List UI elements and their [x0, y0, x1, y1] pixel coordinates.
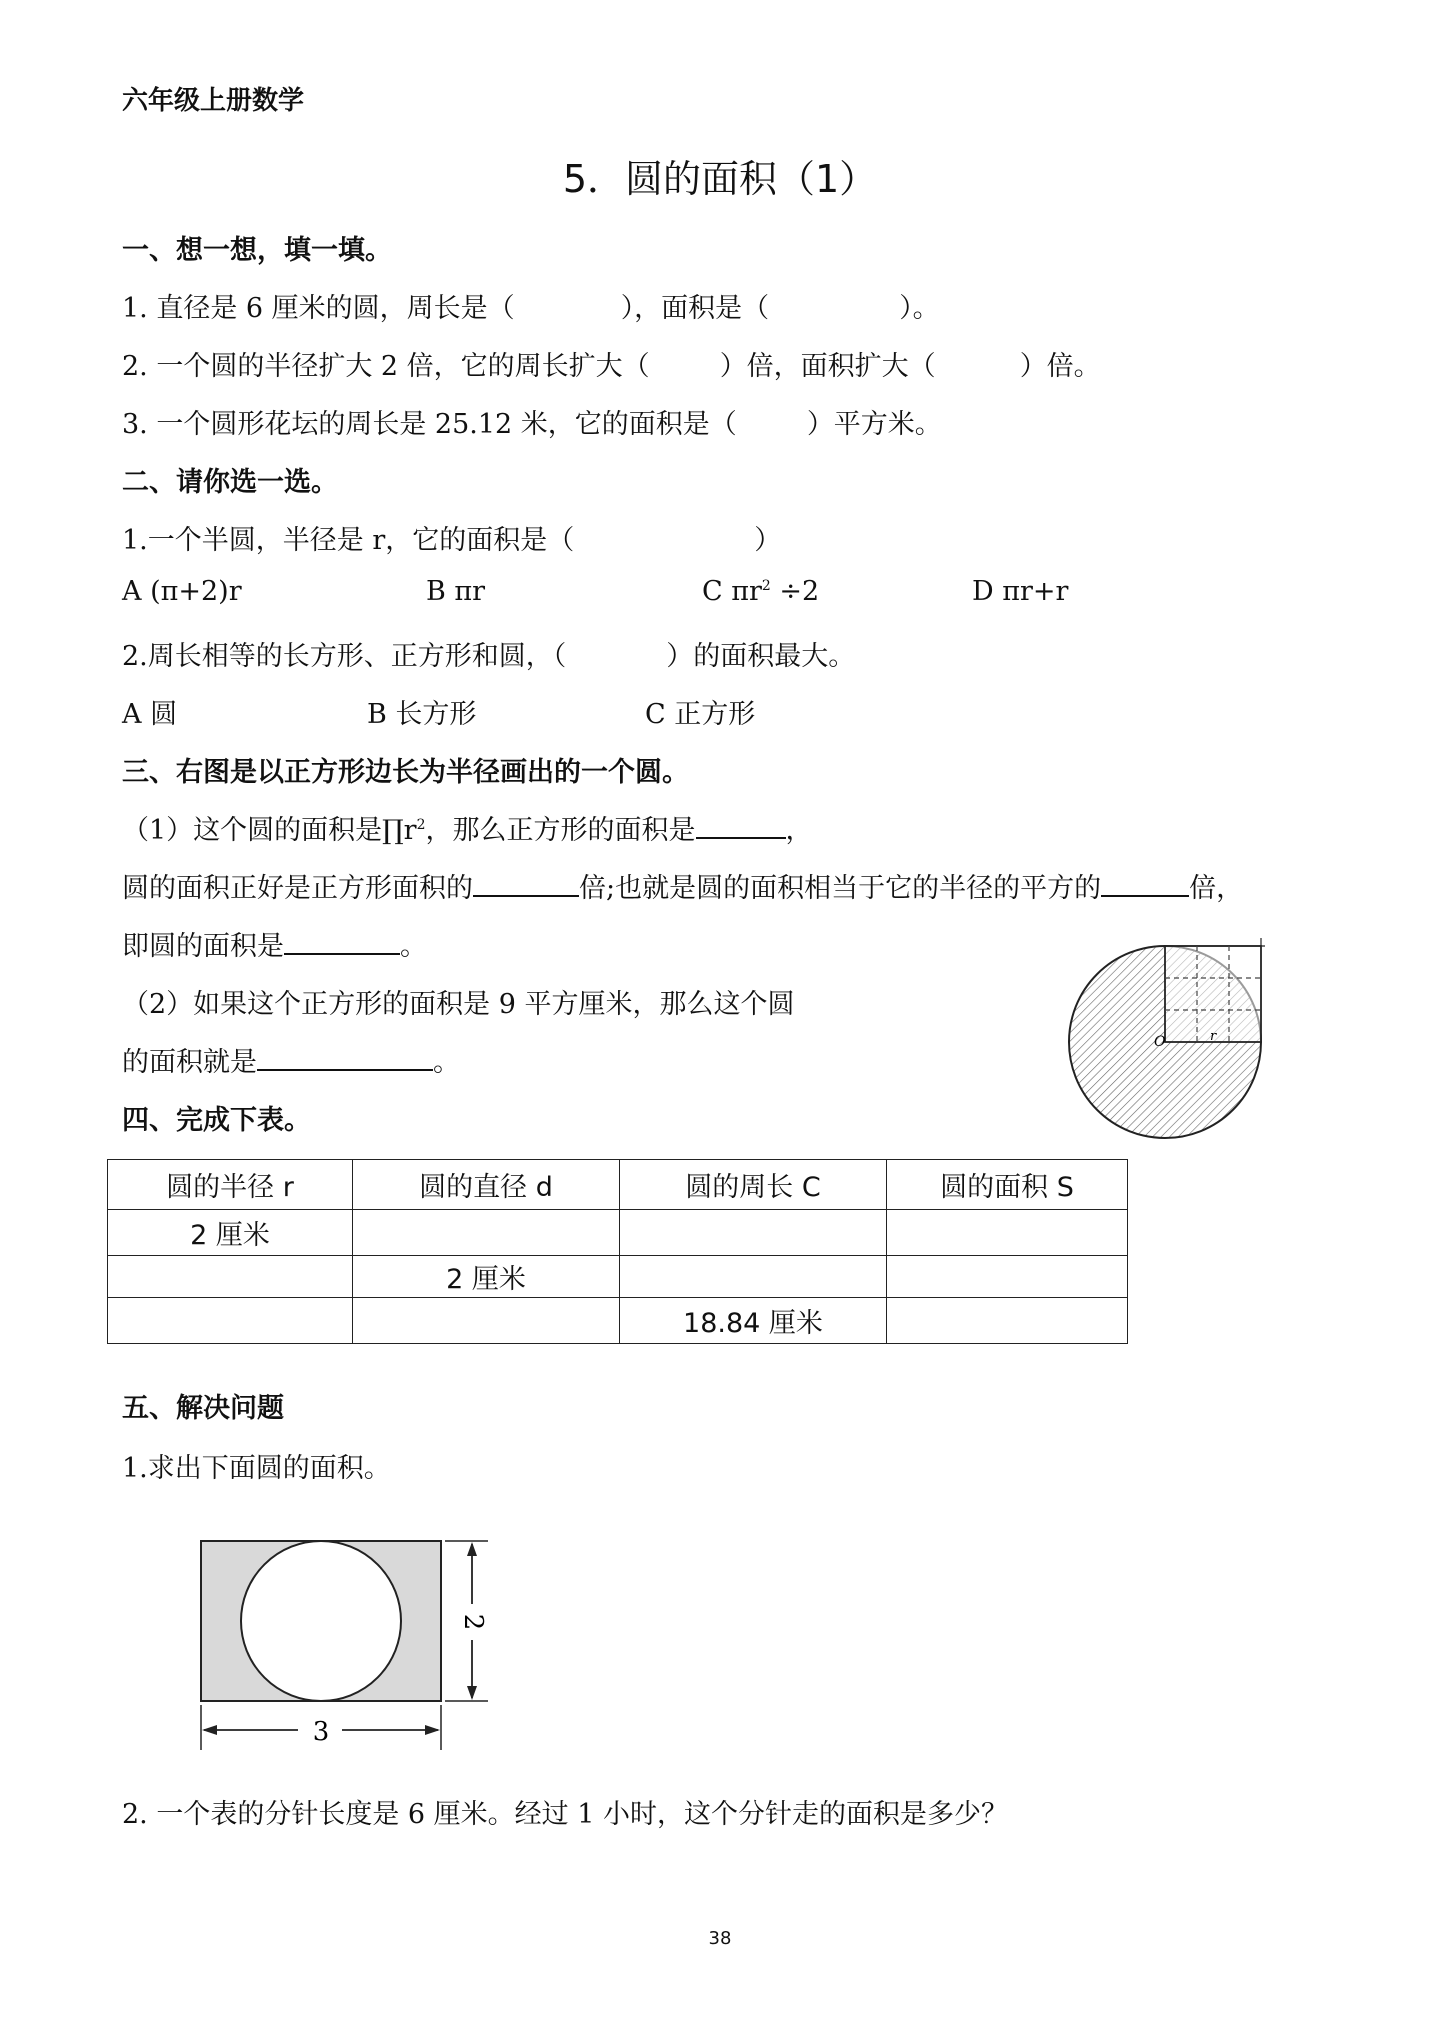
table-header-cell: 圆的周长 C [620, 1160, 887, 1210]
s2-q2-text-a: 2.周长相等的长方形、正方形和圆，（ [122, 641, 567, 672]
s3-p3-text-a: 即圆的面积是 [122, 931, 284, 962]
origin-label: O [1154, 1034, 1166, 1050]
s3-p1-text-c: ， [785, 815, 813, 846]
s2-q1-option-c [702, 576, 819, 607]
table-cell: 18.84 厘米 [620, 1298, 887, 1344]
s5-question-2: 2. 一个表的分针长度是 6 厘米。经过 1 小时，这个分针走的面积是多少？ [122, 1799, 1009, 1830]
s1-q2-text-b: ）倍，面积扩大（ [719, 351, 936, 382]
s2-q1-option-a: A (π+2)r [122, 576, 242, 607]
s3-paragraph-3 [122, 924, 427, 963]
table-row [108, 1256, 1128, 1298]
page-title: 5．圆的面积（1） [562, 157, 878, 201]
s3-paragraph-5 [122, 1040, 460, 1079]
s3-p3-blank [284, 931, 400, 955]
s2-q1-option-c-sup: 2 [761, 578, 771, 594]
table-cell: 2 厘米 [353, 1256, 620, 1298]
s2-question-1 [122, 518, 781, 557]
page-number: 38 [708, 1928, 732, 1949]
inner-square [1165, 946, 1261, 1042]
arrow-head-up [467, 1542, 477, 1556]
arrow-head-left [202, 1725, 217, 1735]
radius-label: r [1210, 1029, 1217, 1044]
height-label: 2 [458, 1613, 488, 1631]
s3-paragraph-2 [122, 866, 1243, 905]
s3-p5-blank [257, 1047, 433, 1071]
s2-q1-option-c-text: C πr [702, 576, 762, 607]
table-cell [887, 1210, 1128, 1256]
s3-p2-text-c: 倍， [1189, 873, 1244, 904]
table-cell: 2 厘米 [108, 1210, 353, 1256]
s2-q1-text-a: 1.一个半圆，半径是 r，它的面积是（ [122, 525, 575, 556]
width-label: 3 [312, 1717, 330, 1747]
s3-p1-sup: 2 [416, 817, 426, 833]
s3-p5-text-a: 的面积就是 [122, 1047, 257, 1078]
s2-q1-option-d: D πr+r [972, 576, 1069, 607]
s2-q1-option-b: B πr [426, 576, 486, 607]
section-5-heading: 五、解决问题 [122, 1393, 284, 1424]
s3-p2-text-a: 圆的面积正好是正方形面积的 [122, 873, 473, 904]
s1-q3-text-b: ）平方米。 [806, 409, 942, 440]
s1-question-1 [122, 286, 940, 325]
s2-q2-option-b: B 长方形 [367, 699, 477, 730]
rectangle-circle-figure [190, 1528, 510, 1758]
s3-p1-text-b: ，那么正方形的面积是 [425, 815, 696, 846]
table-header-row [108, 1160, 1128, 1210]
s3-p1-text-a: （1）这个圆的面积是∏r [122, 815, 417, 846]
section-2-heading: 二、请你选一选。 [122, 467, 338, 498]
table-row [108, 1210, 1128, 1256]
s1-q1-text-c: ）。 [899, 293, 940, 324]
s1-question-3 [122, 402, 942, 441]
inscribed-circle [241, 1541, 401, 1701]
section-1-heading: 一、想一想，填一填。 [122, 235, 392, 266]
s2-question-2 [122, 634, 855, 673]
table-cell [887, 1298, 1128, 1344]
table-row [108, 1298, 1128, 1344]
s3-p5-text-b: 。 [433, 1047, 460, 1078]
table-cell [108, 1256, 353, 1298]
arrow-head-right [425, 1725, 440, 1735]
s2-q2-option-a: A 圆 [122, 699, 178, 730]
table-cell [620, 1210, 887, 1256]
circle-table [107, 1159, 1128, 1344]
s2-q2-option-c: C 正方形 [645, 699, 756, 730]
s2-q2-text-b: ）的面积最大。 [666, 641, 856, 672]
section-4-heading: 四、完成下表。 [122, 1105, 311, 1136]
s1-q1-text-a: 1. 直径是 6 厘米的圆，周长是（ [122, 293, 515, 324]
page-header: 六年级上册数学 [122, 86, 305, 116]
circle-square-figure [1060, 932, 1280, 1140]
table-header-cell: 圆的面积 S [887, 1160, 1128, 1210]
s1-q2-text-c: ）倍。 [1019, 351, 1101, 382]
table-cell [353, 1298, 620, 1344]
s3-p3-text-b: 。 [400, 931, 427, 962]
s3-p2-blank-2 [1101, 873, 1189, 897]
table-header-cell: 圆的直径 d [353, 1160, 620, 1210]
s1-question-2 [122, 344, 1101, 383]
s1-q2-text-a: 2. 一个圆的半径扩大 2 倍，它的周长扩大（ [122, 351, 650, 382]
s3-p2-blank-1 [473, 873, 579, 897]
s3-paragraph-4: （2）如果这个正方形的面积是 9 平方厘米，那么这个圆 [122, 989, 795, 1020]
table-cell [353, 1210, 620, 1256]
s3-p2-text-b: 倍;也就是圆的面积相当于它的半径的平方的 [579, 873, 1102, 904]
table-cell [108, 1298, 353, 1344]
s3-p1-blank [696, 815, 786, 839]
table-cell [620, 1256, 887, 1298]
s1-q1-text-b: ），面积是（ [620, 293, 770, 324]
s1-q3-text-a: 3. 一个圆形花坛的周长是 25.12 米，它的面积是（ [122, 409, 737, 440]
table-cell [887, 1256, 1128, 1298]
section-3-heading: 三、右图是以正方形边长为半径画出的一个圆。 [122, 757, 689, 788]
table-header-cell: 圆的半径 r [108, 1160, 353, 1210]
s5-question-1: 1.求出下面圆的面积。 [122, 1453, 391, 1484]
arrow-head-down [467, 1686, 477, 1700]
s2-q1-option-c-tail: ÷2 [770, 576, 820, 607]
s3-paragraph-1 [122, 808, 813, 847]
s2-q1-text-b: ） [754, 525, 782, 556]
